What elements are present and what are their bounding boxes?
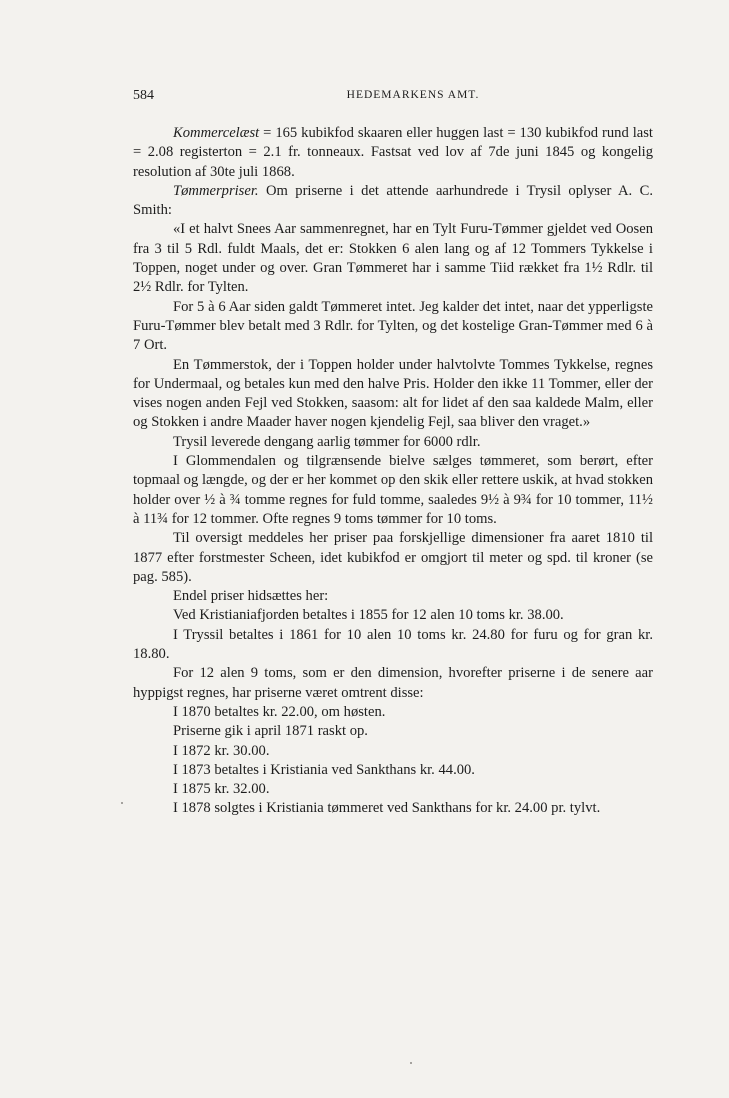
page-number: 584 <box>133 88 154 103</box>
term-label: Tømmerpriser. <box>173 182 259 199</box>
paragraph: I 1875 kr. 32.00. <box>173 781 270 798</box>
term-label: Kommercelæst <box>173 125 260 141</box>
paragraph: Priserne gik i april 1871 raskt op. <box>173 723 368 740</box>
paragraph: Endel priser hidsættes her: <box>173 588 329 605</box>
page-header <box>133 88 653 108</box>
paragraph: For 12 alen 9 toms, som er den dimension, hvorefter priserne i de senere aar hyppigst regnes, har priserne været omtrent disse: <box>133 665 653 701</box>
paragraph: I Tryssil betaltes i 1861 for 10 alen 10 toms kr. 24.80 for furu og for gran kr. 18.80. <box>133 626 653 663</box>
paragraph-kommercelaest <box>133 124 653 182</box>
paragraph: «I et halvt Snees Aar sammenregnet, har en Tylt Furu-Tømmer gjeldet ved Oosen fra 3 til 5 Rdl. fuldt Maals, det er: Stokken 6 alen lang og af 12 Tommers Tykkelse i Toppen, noget under og over. Gran Tømmeret har i samme Tiid rækket fra 1½ Rdlr. til 2½ Rdlr. for Tylten. <box>133 221 653 296</box>
paragraph: I 1870 betaltes kr. 22.00, om høsten. <box>173 703 386 720</box>
paper-speck <box>121 802 123 804</box>
running-head: HEDEMARKENS AMT. <box>346 89 480 101</box>
paragraph-tommerpriser <box>133 182 653 221</box>
paragraph-text: = 165 kubikfod skaaren eller huggen last = 130 kubikfod rund last = 2.08 registerton = 2.1 fr. tonneaux. Fastsat ved lov af 7de juni 1845 og kongelig resolution af 30te juli 1868. <box>133 125 653 180</box>
paragraph: Til oversigt meddeles her priser paa forskjellige dimensioner fra aaret 1810 til 1877 efter forstmester Scheen, idet kubikfod er omgjort til meter og spd. til kroner (se pag. 585). <box>133 530 653 585</box>
paragraph: I 1873 betaltes i Kristiania ved Sankthans kr. 44.00. <box>173 761 475 778</box>
paragraph: I 1872 kr. 30.00. <box>173 742 270 759</box>
paragraph: I Glommendalen og tilgrænsende bielve sælges tømmeret, som berørt, efter topmaal og længde, og der er her kommet op den skik eller rettere uskik, at hvad stokken holder over ½ à ¾ tomme regnes for fuld tomme, saaledes 9½ à 9¾ for 10 tommer, 11½ à 11¾ for 12 tommer. Ofte regnes 9 toms tømmer for 10 toms. <box>133 453 653 527</box>
paper-speck <box>410 1062 412 1064</box>
paragraph-text: Om priserne i det attende aarhundrede i Trysil oplyser A. C. Smith: <box>133 182 653 219</box>
paragraph: Trysil leverede dengang aarlig tømmer for 6000 rdlr. <box>173 433 481 450</box>
paragraph: En Tømmerstok, der i Toppen holder under halvtolvte Tommes Tykkelse, regnes for Undermaal, og betales kun med den halve Pris. Holder den ikke 11 Tommer, eller der vises nogen anden Fejl ved Stokken, saasom: alt for lidet af den saa kaldede Malm, eller og Stokken i andre Maader haver nogen kjendelig Fejl, saa bliver den vraget.» <box>133 356 653 431</box>
paragraph: I 1878 solgtes i Kristiania tømmeret ved Sankthans for kr. 24.00 pr. tylvt. <box>173 800 601 817</box>
paragraph: For 5 à 6 Aar siden galdt Tømmeret intet. Jeg kalder det intet, naar det ypperligste Furu-Tømmer blev betalt med 3 Rdlr. for Tylten, og det kostelige Gran-Tømmer med 6 à 7 Ort. <box>133 298 653 354</box>
paragraph: Ved Kristianiafjorden betaltes i 1855 for 12 alen 10 toms kr. 38.00. <box>173 607 564 624</box>
body-text <box>133 124 653 819</box>
